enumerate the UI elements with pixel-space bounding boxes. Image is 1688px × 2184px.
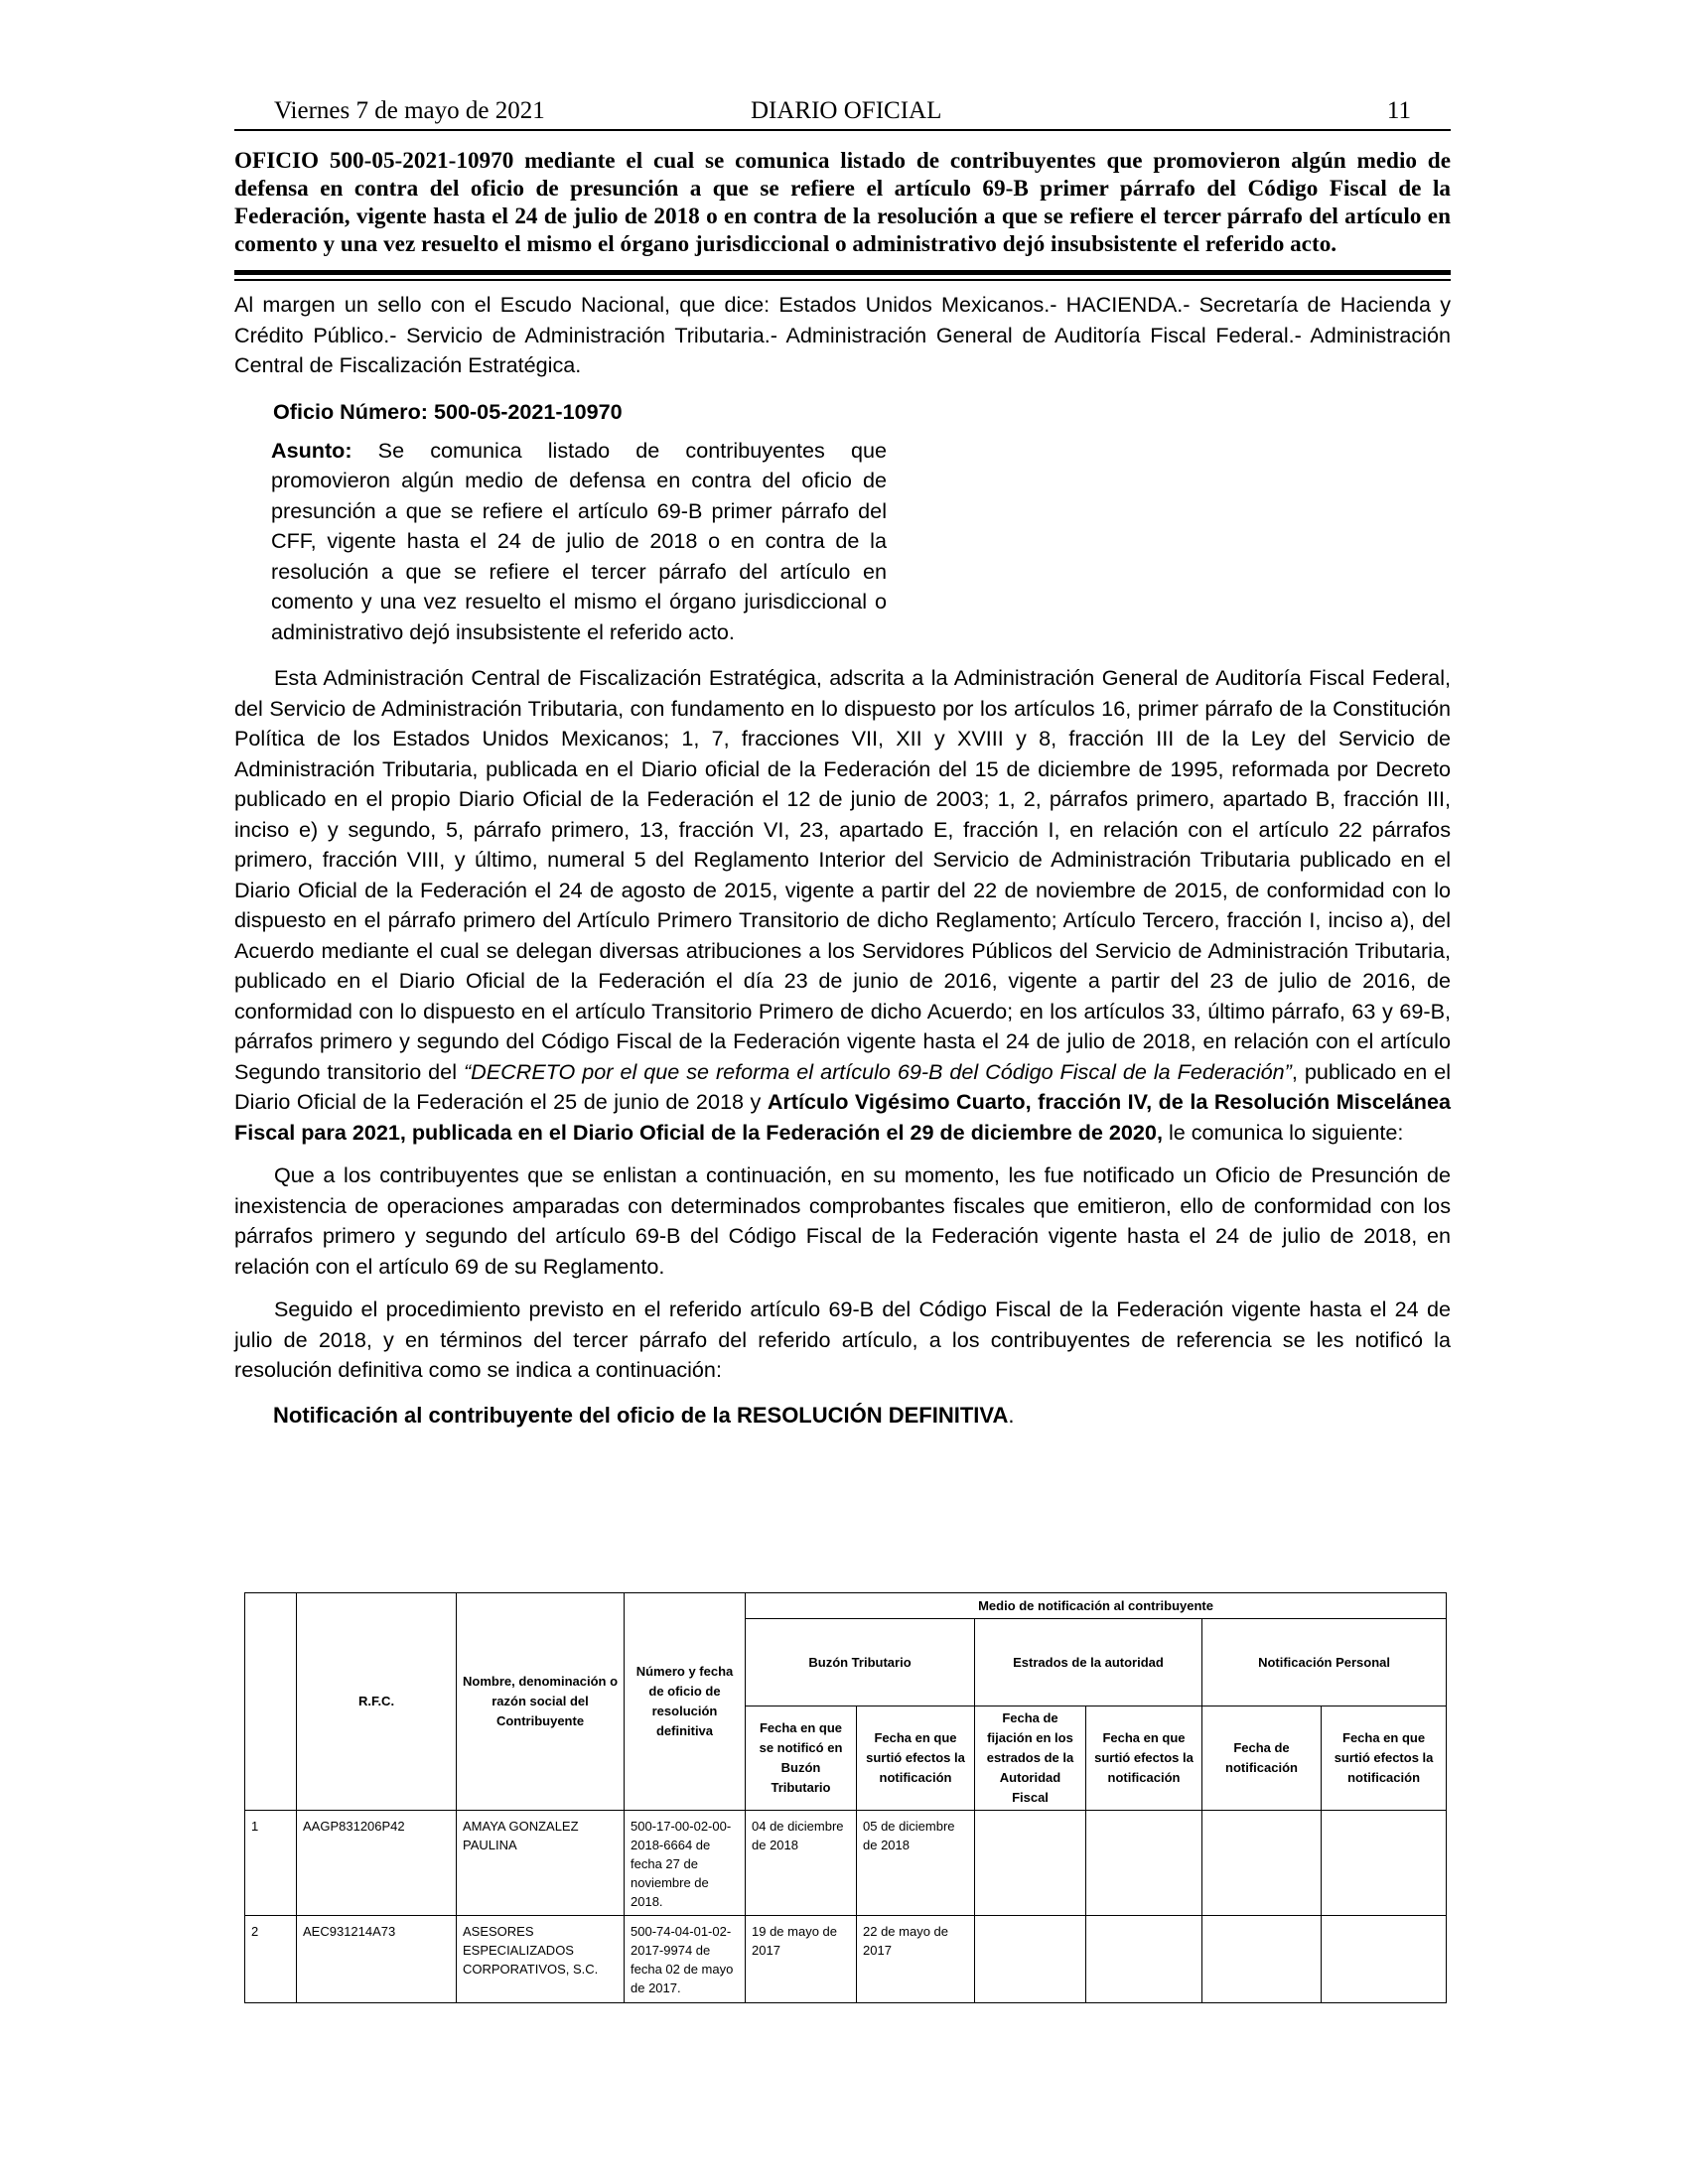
header-publication: DIARIO OFICIAL bbox=[751, 97, 942, 124]
paragraph-fundamento bbox=[234, 663, 1451, 1148]
asunto-block bbox=[271, 436, 887, 648]
cell-nombre: ASESORES ESPECIALIZADOS CORPORATIVOS, S.C. bbox=[457, 1916, 625, 2003]
asunto-text: Se comunica listado de contribuyentes que promovieron algún medio de defensa en contra del oficio de presunción a que se refiere el artículo 69-B primer párrafo del CFF, vigente hasta el 24 de julio de 2018 o en contra de la resolución a que se refiere el tercer párrafo del artículo en comento y una vez resuelto el mismo el órgano jurisdiccional o administrativo dejó insubsistente el referido acto. bbox=[271, 437, 887, 644]
resolucion-miscelanea-citation: Artículo Vigésimo Cuarto, fracción IV, de la Resolución Miscelánea Fiscal para 2021, publicada en el Diario Oficial de la Federación el 29 de diciembre de 2020, bbox=[234, 1089, 1451, 1145]
cell-estrados-efectos bbox=[1086, 1811, 1202, 1916]
table-row bbox=[245, 1811, 1447, 1916]
paragraph-procedimiento: Seguido el procedimiento previsto en el referido artículo 69-B del Código Fiscal de la Federación vigente hasta el 24 de julio de 2018, y en términos del tercer párrafo del referido artículo, a los contribuyentes de referencia se les notificó la resolución definitiva como se indica a continuación: bbox=[234, 1297, 1451, 1382]
cell-estrados-fecha bbox=[975, 1916, 1086, 2003]
header-buzon-fecha: Fecha en que se notificó en Buzón Tributario bbox=[746, 1706, 857, 1811]
cell-buzon-fecha: 19 de mayo de 2017 bbox=[746, 1916, 857, 2003]
oficio-number: Oficio Número: 500-05-2021-10970 bbox=[273, 398, 623, 424]
header-personal-efectos: Fecha en que surtió efectos la notificación bbox=[1322, 1706, 1447, 1811]
cell-rfc: AAGP831206P42 bbox=[297, 1811, 457, 1916]
cell-num: 2 bbox=[245, 1916, 297, 2003]
document-title: OFICIO 500-05-2021-10970 mediante el cual se comunica listado de contribuyentes que promovieron algún medio de defensa en contra del oficio de presunción a que se refiere el artículo 69-B primer párrafo del Código Fiscal de la Federación, vigente hasta el 24 de julio de 2018 o en contra de la resolución a que se refiere el tercer párrafo del artículo en comento y una vez resuelto el mismo el órgano jurisdiccional o administrativo dejó insubsistente el referido acto. bbox=[234, 147, 1451, 275]
subheader-buzon: Buzón Tributario bbox=[746, 1619, 975, 1706]
paragraph-fundamento-text-b: , publicado en el Diario Oficial de la Federación el 25 de junio de 2018 y bbox=[234, 1058, 1451, 1114]
paragraph-fundamento-text-a: Esta Administración Central de Fiscalización Estratégica, adscrita a la Administración General de Auditoría Fiscal Federal, del Servicio de Administración Tributaria, con fundamento en lo dispuesto por los artículos 16, primer párrafo de la Constitución Política de los Estados Unidos Mexicanos; 1, 7, fracciones VII, XII y XVIII y 8, fracción III de la Ley del Servicio de Administración Tributaria, publicada en el Diario oficial de la Federación del 15 de diciembre de 1995, reformada por Decreto publicado en el propio Diario Oficial de la Federación el 12 de junio de 2003; 1, 2, párrafos primero, apartado B, fracción III, inciso e) y segundo, 5, párrafo primero, 13, fracción VI, 23, apartado E, fracción I, en relación con el artículo 22 párrafos primero, fracción VIII, y último, numeral 5 del Reglamento Interior del Servicio de Administración Tributaria publicado en el Diario Oficial de la Federación el 24 de agosto de 2015, vigente a partir del 22 de noviembre de 2015, de conformidad con lo dispuesto en el párrafo primero del Artículo Primero Transitorio de dicho Reglamento; Artículo Tercero, fracción I, inciso a), del Acuerdo mediante el cual se delegan diversas atribuciones a los Servidores Públicos del Servicio de Administración Tributaria, publicado en el Diario Oficial de la Federación el día 23 de junio de 2016, vigente a partir del 23 de julio de 2016, de conformidad con lo dispuesto en el artículo Transitorio Primero de dicho Acuerdo; en los artículos 33, último párrafo, 63 y 69-B, párrafos primero y segundo del Código Fiscal de la Federación vigente hasta el 24 de julio de 2018, en relación con el artículo Segundo transitorio del bbox=[234, 665, 1451, 1084]
cell-personal-efectos bbox=[1322, 1811, 1447, 1916]
decreto-citation: “DECRETO por el que se reforma el artículo 69-B del Código Fiscal de la Federación” bbox=[463, 1058, 1292, 1084]
cell-personal-efectos bbox=[1322, 1916, 1447, 2003]
cell-oficio: 500-74-04-01-02-2017-9974 de fecha 02 de mayo de 2017. bbox=[625, 1916, 746, 2003]
header-estrados-efectos: Fecha en que surtió efectos la notificación bbox=[1086, 1706, 1202, 1811]
header-buzon-efectos: Fecha en que surtió efectos la notificación bbox=[857, 1706, 975, 1811]
cell-buzon-efectos: 22 de mayo de 2017 bbox=[857, 1916, 975, 2003]
table-heading-text: Notificación al contribuyente del oficio de la RESOLUCIÓN DEFINITIVA bbox=[273, 1402, 1009, 1428]
contribuyentes-table bbox=[244, 1592, 1447, 2003]
table-heading-dot: . bbox=[1008, 1402, 1015, 1428]
col-numero-header: Número y fecha de oficio de resolución definitiva bbox=[625, 1593, 746, 1811]
group-header-medio: Medio de notificación al contribuyente bbox=[746, 1593, 1447, 1619]
cell-personal-fecha bbox=[1202, 1916, 1322, 2003]
table-row bbox=[245, 1916, 1447, 2003]
col-nombre-header: Nombre, denominación o razón social del Contribuyente bbox=[457, 1593, 625, 1811]
cell-nombre: AMAYA GONZALEZ PAULINA bbox=[457, 1811, 625, 1916]
cell-estrados-efectos bbox=[1086, 1916, 1202, 2003]
cell-rfc: AEC931214A73 bbox=[297, 1916, 457, 2003]
subheader-estrados: Estrados de la autoridad bbox=[975, 1619, 1202, 1706]
paragraph-fundamento-text-c: le comunica lo siguiente: bbox=[1162, 1119, 1404, 1145]
cell-personal-fecha bbox=[1202, 1811, 1322, 1916]
subheader-personal: Notificación Personal bbox=[1202, 1619, 1447, 1706]
margin-note: Al margen un sello con el Escudo Nacional, que dice: Estados Unidos Mexicanos.- HACIENDA.- Secretaría de Hacienda y Crédito Público.- Servicio de Administración Tributaria.- Administración General de Auditoría Fiscal Federal.- Administración Central de Fiscalización Estratégica. bbox=[234, 292, 1451, 377]
cell-buzon-fecha: 04 de diciembre de 2018 bbox=[746, 1811, 857, 1916]
paragraph-presuncion: Que a los contribuyentes que se enlistan a continuación, en su momento, les fue notificado un Oficio de Presunción de inexistencia de operaciones amparadas con determinados comprobantes fiscales que emitieron, ello de conformidad con los párrafos primero y segundo del artículo 69-B del Código Fiscal de la Federación vigente hasta el 24 de julio de 2018, en relación con el artículo 69 de su Reglamento. bbox=[234, 1162, 1451, 1279]
document-page bbox=[234, 93, 1451, 1995]
table-heading bbox=[273, 1401, 1451, 1431]
page-header bbox=[234, 93, 1451, 131]
header-page-number: 11 bbox=[1386, 97, 1411, 124]
header-estrados-fecha: Fecha de fijación en los estrados de la Autoridad Fiscal bbox=[975, 1706, 1086, 1811]
cell-oficio: 500-17-00-02-00-2018-6664 de fecha 27 de noviembre de 2018. bbox=[625, 1811, 746, 1916]
cell-estrados-fecha bbox=[975, 1811, 1086, 1916]
col-num-header bbox=[245, 1593, 297, 1811]
cell-buzon-efectos: 05 de diciembre de 2018 bbox=[857, 1811, 975, 1916]
header-personal-fecha: Fecha de notificación bbox=[1202, 1706, 1322, 1811]
cell-num: 1 bbox=[245, 1811, 297, 1916]
asunto-label: Asunto: bbox=[271, 437, 352, 463]
header-date: Viernes 7 de mayo de 2021 bbox=[274, 97, 545, 124]
title-rule bbox=[234, 279, 1451, 281]
col-rfc-header: R.F.C. bbox=[297, 1593, 457, 1811]
